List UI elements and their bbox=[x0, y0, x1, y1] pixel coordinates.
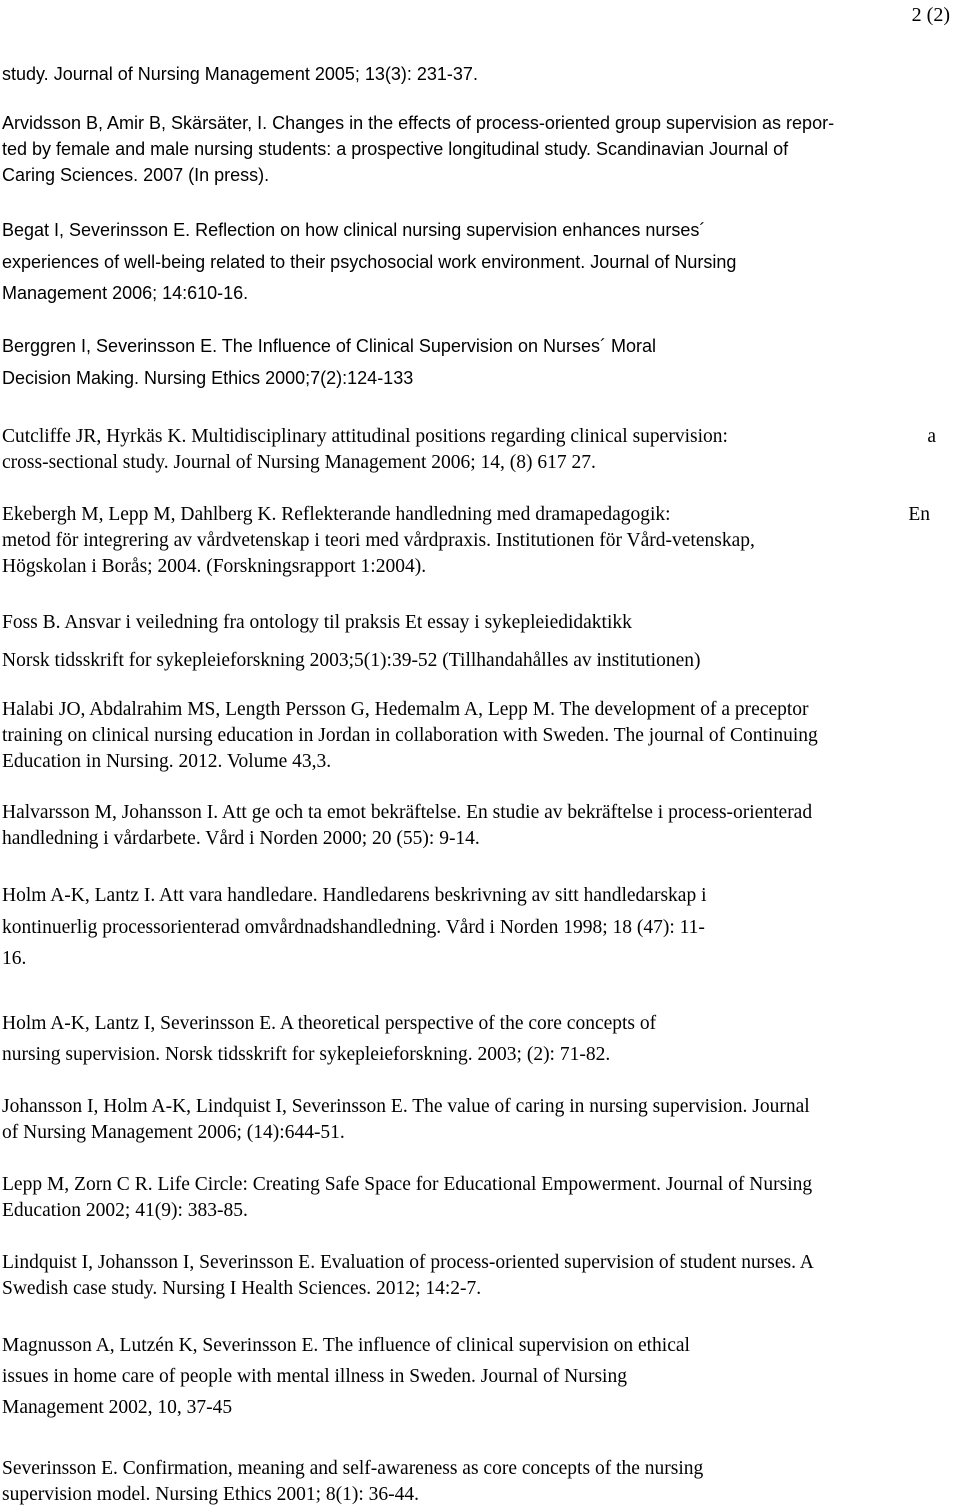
reference-line: Norsk tidsskrift for sykepleieforskning 2003;5(1):39-52 (Tillhandahålles av institutionen) bbox=[2, 650, 701, 671]
page-number: 2 (2) bbox=[911, 4, 950, 26]
reference-line: Holm A-K, Lantz I, Severinsson E. A theoretical perspective of the core concepts of bbox=[2, 1013, 657, 1034]
reference-line: Education in Nursing. 2012. Volume 43,3. bbox=[2, 751, 332, 772]
reference-line: kontinuerlig processorienterad omvårdnadshandledning. Vård i Norden 1998; 18 (47): 11- bbox=[2, 916, 705, 938]
reference-line: Swedish case study. Nursing I Health Sciences. 2012; 14:2-7. bbox=[2, 1278, 482, 1299]
reference-line: issues in home care of people with mental illness in Sweden. Journal of Nursing bbox=[2, 1366, 627, 1387]
reference-item bbox=[2, 424, 954, 476]
reference-item bbox=[2, 1456, 954, 1508]
reference-item bbox=[2, 800, 954, 852]
reference-line: Foss B. Ansvar i veiledning fra ontology til praksis Et essay i sykepleiedidaktikk bbox=[2, 612, 632, 633]
reference-item bbox=[2, 697, 954, 775]
reference-line: Johansson I, Holm A-K, Lindquist I, Severinsson E. The value of caring in nursing supervision. Journal bbox=[2, 1096, 810, 1117]
reference-line: cross-sectional study. Journal of Nursing Management 2006; 14, (8) 617 27. bbox=[2, 452, 596, 473]
reference-line: Lindquist I, Johansson I, Severinsson E. Evaluation of process-oriented supervision of student nurses. A bbox=[2, 1252, 814, 1273]
reference-line: Management 2002, 10, 37-45 bbox=[2, 1397, 233, 1418]
reference-line: Magnusson A, Lutzén K, Severinsson E. The influence of clinical supervision on ethical bbox=[2, 1335, 690, 1356]
reference-line-end: a bbox=[927, 426, 936, 447]
reference-item bbox=[2, 610, 954, 636]
reference-item bbox=[2, 330, 954, 394]
reference-line: Caring Sciences. 2007 (In press). bbox=[2, 165, 270, 185]
reference-line: 16. bbox=[2, 948, 27, 969]
reference-line-end: En bbox=[908, 504, 930, 525]
reference-item bbox=[2, 880, 954, 975]
reference-line: Arvidsson B, Amir B, Skärsäter, I. Changes in the effects of process-oriented group supervision as repor- bbox=[2, 113, 835, 133]
reference-item bbox=[2, 215, 954, 310]
reference-line: ted by female and male nursing students: a prospective longitudinal study. Scandinavian Journal of bbox=[2, 139, 789, 159]
reference-item bbox=[2, 1330, 954, 1423]
reference-line: Halabi JO, Abdalrahim MS, Length Persson G, Hedemalm A, Lepp M. The development of a preceptor bbox=[2, 699, 809, 720]
reference-line: Decision Making. Nursing Ethics 2000;7(2):124-133 bbox=[2, 368, 414, 388]
reference-line: Begat I, Severinsson E. Reflection on how clinical nursing supervision enhances nurses´ bbox=[2, 220, 706, 240]
reference-line: Management 2006; 14:610-16. bbox=[2, 283, 249, 303]
reference-line: Cutcliffe JR, Hyrkäs K. Multidisciplinary attitudinal positions regarding clinical supervision: bbox=[2, 426, 728, 447]
reference-line: study. Journal of Nursing Management 2005; 13(3): 231-37. bbox=[2, 64, 478, 84]
reference-line: of Nursing Management 2006; (14):644-51. bbox=[2, 1122, 345, 1143]
reference-line: Ekebergh M, Lepp M, Dahlberg K. Reflekterande handledning med dramapedagogik: bbox=[2, 504, 671, 525]
reference-item bbox=[2, 1008, 954, 1070]
reference-item bbox=[2, 648, 954, 674]
reference-item bbox=[2, 61, 954, 87]
reference-line: Berggren I, Severinsson E. The Influence of Clinical Supervision on Nurses´ Moral bbox=[2, 336, 656, 356]
reference-item bbox=[2, 502, 954, 580]
reference-line: Lepp M, Zorn C R. Life Circle: Creating Safe Space for Educational Empowerment. Journal of Nursing bbox=[2, 1174, 813, 1195]
reference-item bbox=[2, 110, 954, 188]
reference-item bbox=[2, 1250, 954, 1302]
reference-line: Högskolan i Borås; 2004. (Forskningsrapport 1:2004). bbox=[2, 556, 427, 577]
reference-line: nursing supervision. Norsk tidsskrift for sykepleieforskning. 2003; (2): 71-82. bbox=[2, 1044, 611, 1065]
reference-line: Halvarsson M, Johansson I. Att ge och ta emot bekräftelse. En studie av bekräftelse i process-orienterad bbox=[2, 802, 813, 823]
reference-line: handledning i vårdarbete. Vård i Norden 2000; 20 (55): 9-14. bbox=[2, 828, 480, 849]
reference-line: Severinsson E. Confirmation, meaning and self-awareness as core concepts of the nursing bbox=[2, 1458, 704, 1479]
reference-line: Holm A-K, Lantz I. Att vara handledare. Handledarens beskrivning av sitt handledarskap i bbox=[2, 885, 707, 906]
reference-line: metod för integrering av vårdvetenskap i teori med vårdpraxis. Institutionen för Vård-vetenskap, bbox=[2, 530, 755, 551]
reference-line: training on clinical nursing education in Jordan in collaboration with Sweden. The journal of Continuing bbox=[2, 725, 818, 746]
reference-line: Education 2002; 41(9): 383-85. bbox=[2, 1200, 248, 1221]
reference-item bbox=[2, 1172, 954, 1224]
reference-line: experiences of well-being related to their psychosocial work environment. Journal of Nursing bbox=[2, 251, 737, 272]
reference-line: supervision model. Nursing Ethics 2001; 8(1): 36-44. bbox=[2, 1484, 420, 1505]
reference-item bbox=[2, 1094, 954, 1146]
